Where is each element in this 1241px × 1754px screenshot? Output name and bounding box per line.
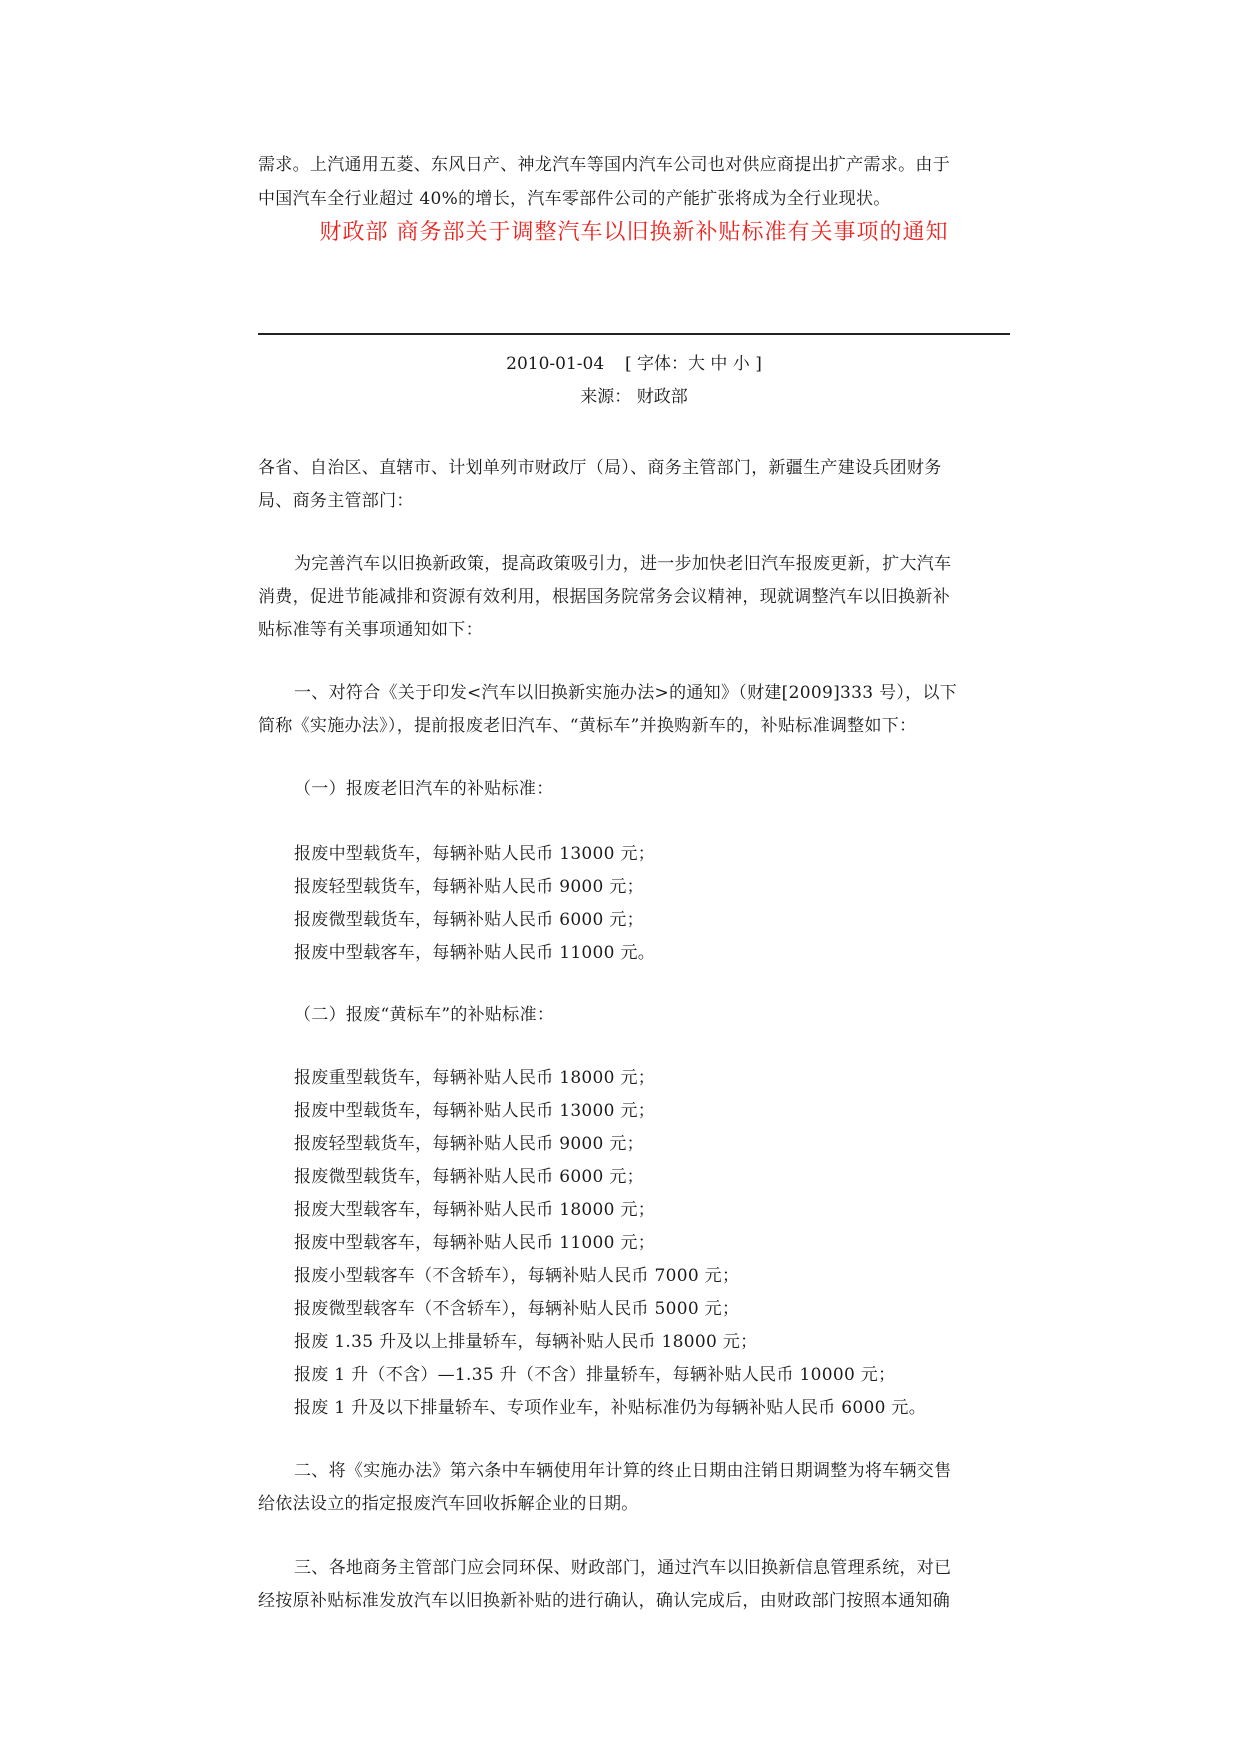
article-date: 2010-01-04 xyxy=(506,354,605,374)
body-line: 报废微型载客车（不含轿车），每辆补贴人民币 5000 元； xyxy=(294,1299,740,1319)
body-line: 为完善汽车以旧换新政策，提高政策吸引力，进一步加快老旧汽车报废更新，扩大汽车 xyxy=(294,554,952,574)
body-line: 报废 1.35 升及以上排量轿车，每辆补贴人民币 18000 元； xyxy=(294,1332,758,1352)
body-line: 报废 1 升及以下排量轿车、专项作业车，补贴标准仍为每辆补贴人民币 6000 元。 xyxy=(294,1398,926,1418)
body-line: 一、对符合《关于印发<汽车以旧换新实施办法>的通知》（财建[2009]333 号），以下 xyxy=(294,683,958,703)
body-line: 报废轻型载货车，每辆补贴人民币 9000 元； xyxy=(294,1134,644,1154)
body-line: 报废中型载货车，每辆补贴人民币 13000 元； xyxy=(294,844,656,864)
body-line: 消费，促进节能减排和资源有效利用，根据国务院常务会议精神，现就调整汽车以旧换新补 xyxy=(258,587,950,607)
body-line: 经按原补贴标准发放汽车以旧换新补贴的进行确认，确认完成后，由财政部门按照本通知确 xyxy=(258,1591,950,1611)
body-line: （一）报废老旧汽车的补贴标准： xyxy=(294,779,554,799)
body-line: 报废大型载客车，每辆补贴人民币 18000 元； xyxy=(294,1200,656,1220)
body-line: 给依法设立的指定报废汽车回收拆解企业的日期。 xyxy=(258,1494,639,1514)
body-line: 报废轻型载货车，每辆补贴人民币 9000 元； xyxy=(294,877,644,897)
body-line: 报废微型载货车，每辆补贴人民币 6000 元； xyxy=(294,910,644,930)
body-line: 各省、自治区、直辖市、计划单列市财政厅（局）、商务主管部门，新疆生产建设兵团财务 xyxy=(258,458,942,478)
body-line: 三、各地商务主管部门应会同环保、财政部门，通过汽车以旧换新信息管理系统，对已 xyxy=(294,1558,952,1578)
body-line: 报废小型载客车（不含轿车），每辆补贴人民币 7000 元； xyxy=(294,1266,740,1286)
article-title: 财政部 商务部关于调整汽车以旧换新补贴标准有关事项的通知 xyxy=(319,220,949,245)
font-size-control[interactable]: [ 字体：大 中 小 ] xyxy=(624,354,762,374)
body-line: 报废中型载客车，每辆补贴人民币 11000 元； xyxy=(294,1233,656,1253)
body-line: 报废重型载货车，每辆补贴人民币 18000 元； xyxy=(294,1068,656,1088)
body-line: 报废中型载货车，每辆补贴人民币 13000 元； xyxy=(294,1101,656,1121)
article-meta xyxy=(258,352,1010,376)
article-source: 来源： 财政部 xyxy=(580,387,688,407)
body-line: 报废微型载货车，每辆补贴人民币 6000 元； xyxy=(294,1167,644,1187)
body-line: （二）报废“黄标车”的补贴标准： xyxy=(294,1005,555,1025)
title-divider xyxy=(258,333,1010,335)
intro-line-2: 中国汽车全行业超过 40%的增长，汽车零部件公司的产能扩张将成为全行业现状。 xyxy=(258,189,891,209)
intro-line-1: 需求。上汽通用五菱、东风日产、神龙汽车等国内汽车公司也对供应商提出扩产需求。由于 xyxy=(258,155,950,175)
body-line: 报废中型载客车，每辆补贴人民币 11000 元。 xyxy=(294,943,656,963)
body-line: 简称《实施办法》），提前报废老旧汽车、“黄标车”并换购新车的，补贴标准调整如下： xyxy=(258,716,917,736)
body-line: 二、将《实施办法》第六条中车辆使用年计算的终止日期由注销日期调整为将车辆交售 xyxy=(294,1461,952,1481)
body-line: 报废 1 升（不含）—1.35 升（不含）排量轿车，每辆补贴人民币 10000 元； xyxy=(294,1365,896,1385)
body-line: 局、商务主管部门： xyxy=(258,491,414,511)
body-line: 贴标准等有关事项通知如下： xyxy=(258,620,483,640)
